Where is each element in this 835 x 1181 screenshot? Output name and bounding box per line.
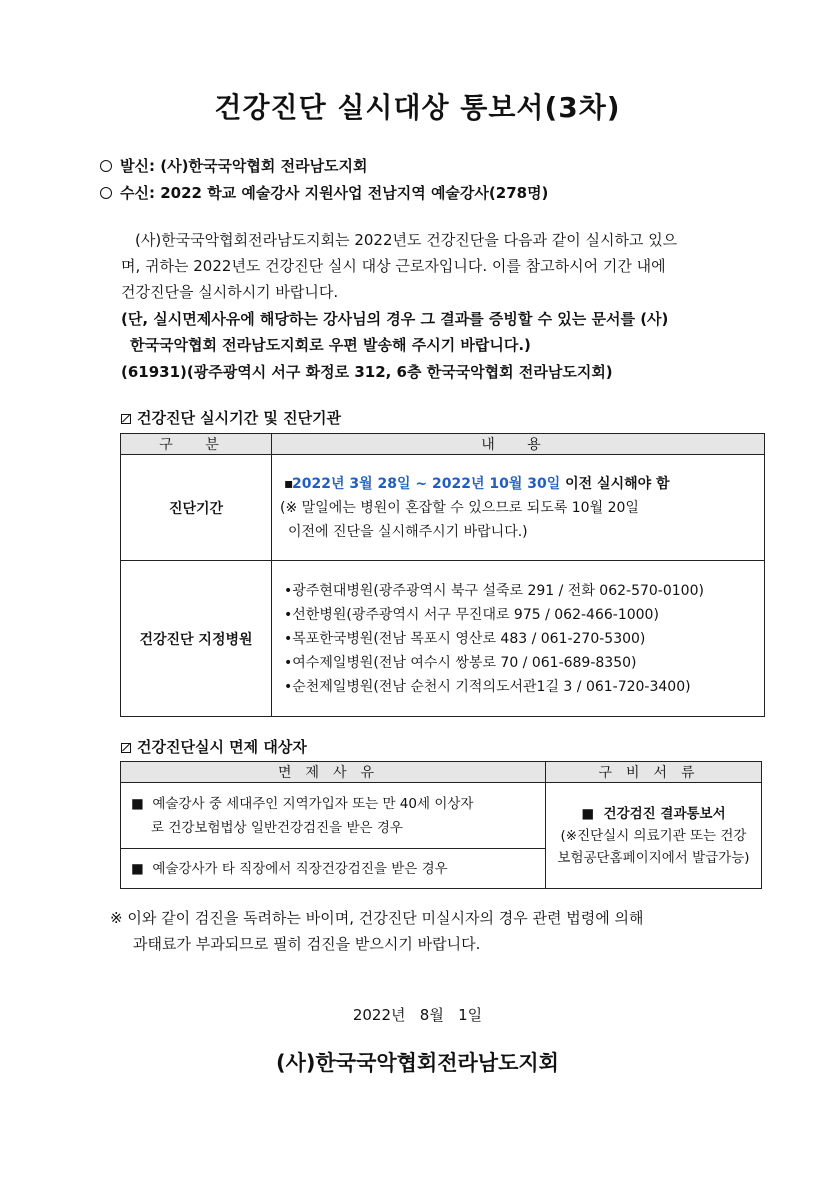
body-note-2: 한국국악협회 전라남도지회로 우편 발송해 주시기 바랍니다.) — [130, 336, 531, 354]
hospital-text: 광주현대병원(광주광역시 북구 설죽로 291 / 전화 062-570-0100) — [292, 582, 704, 599]
reason-2-text: 예술강사가 타 직장에서 직장건강검진을 받은 경우 — [152, 860, 448, 877]
section2-heading-text: 건강진단실시 면제 대상자 — [137, 738, 307, 756]
hospital-item: •여수제일병원(전남 여수시 쌍봉로 70 / 061-689-8350) — [284, 654, 637, 671]
sender-value: (사)한국국악협회 전라남도지회 — [160, 157, 368, 175]
sender-line — [100, 155, 368, 176]
footer-warning-2: 과태료가 부과되므로 필히 검진을 받으시기 바랍니다. — [133, 935, 481, 953]
hospital-text: 선한병원(광주광역시 서구 무진대로 975 / 062-466-1000) — [292, 606, 659, 623]
hospital-text: 여수제일병원(전남 여수시 쌍봉로 70 / 061-689-8350) — [292, 654, 637, 671]
checkbox-icon — [121, 743, 131, 753]
col-docs-header: 구비서류 — [546, 762, 762, 783]
period-table — [120, 433, 765, 717]
section2-heading — [121, 736, 307, 757]
hospital-text: 목포한국병원(전남 목포시 영산로 483 / 061-270-5300) — [292, 630, 646, 647]
section1-heading — [121, 407, 341, 428]
issuing-organization: (사)한국국악협회전라남도지회 — [276, 1051, 559, 1075]
receiver-line — [100, 182, 548, 203]
circle-icon — [100, 187, 112, 199]
body-line-1: (사)한국국악협회전라남도지회는 2022년도 건강진단을 다음과 같이 실시하고 있으 — [135, 231, 678, 249]
page-title: 건강진단 실시대상 통보서(3차) — [214, 91, 621, 124]
square-bullet-icon: ■ — [131, 860, 144, 877]
document-date: 2022년 8월 1일 — [352, 1006, 483, 1024]
checkbox-icon — [121, 414, 131, 424]
col-reason-header: 면제사유 — [121, 762, 546, 783]
body-address: (61931)(광주광역시 서구 화정로 312, 6층 한국국악협회 전라남도지회) — [121, 363, 613, 381]
receiver-value: 2022 학교 예술강사 지원사업 전남지역 예술강사(278명) — [160, 184, 549, 202]
docs-note-1: (※진단실시 의료기관 또는 건강 — [560, 827, 747, 844]
body-line-3: 건강진단을 실시하시기 바랍니다. — [121, 283, 339, 301]
period-note-1: (※ 말일에는 병원이 혼잡할 수 있으므로 되도록 10월 20일 — [280, 499, 639, 516]
period-note-2: 이전에 진단을 실시해주시기 바랍니다.) — [288, 523, 528, 540]
sender-label: 발신: — [120, 157, 155, 175]
body-note-1: (단, 실시면제사유에 해당하는 강사님의 경우 그 결과를 증빙할 수 있는 문서를 (사) — [121, 310, 669, 328]
docs-note-2: 보험공단홈페이지에서 발급가능) — [557, 849, 750, 866]
reason-1 — [121, 783, 546, 849]
square-bullet-icon: ▪ — [284, 475, 294, 492]
reason-1-line-2: 로 건강보험법상 일반건강검진을 받은 경우 — [151, 819, 403, 836]
footer-warning-1: ※ 이와 같이 검진을 독려하는 바이며, 건강진단 미실시자의 경우 관련 법령에 의해 — [110, 909, 644, 927]
receiver-label: 수신: — [120, 184, 155, 202]
hospital-list — [272, 561, 765, 717]
section1-heading-text: 건강진단 실시기간 및 진단기관 — [137, 409, 342, 427]
period-dates: 2022년 3월 28일 ~ 2022년 10월 30일 — [292, 475, 561, 492]
col-content-header: 내 용 — [272, 434, 765, 455]
col-category-header: 구 분 — [121, 434, 272, 455]
square-bullet-icon: ■ — [581, 805, 595, 822]
period-label: 진단기간 — [121, 455, 272, 561]
hospital-item: •광주현대병원(광주광역시 북구 설죽로 291 / 전화 062-570-0100) — [284, 582, 704, 599]
reason-2 — [121, 849, 546, 889]
period-suffix: 이전 실시해야 함 — [560, 475, 670, 492]
docs-title: 건강검진 결과통보서 — [603, 805, 726, 822]
square-bullet-icon: ■ — [131, 795, 144, 812]
hospital-text: 순천제일병원(전남 순천시 기적의도서관1길 3 / 061-720-3400) — [292, 678, 691, 695]
hospital-item: •순천제일병원(전남 순천시 기적의도서관1길 3 / 061-720-3400) — [284, 678, 691, 695]
docs-cell — [546, 783, 762, 889]
circle-icon — [100, 160, 112, 172]
hospital-label: 건강진단 지정병원 — [121, 561, 272, 717]
hospital-item: •선한병원(광주광역시 서구 무진대로 975 / 062-466-1000) — [284, 606, 659, 623]
hospital-item: •목포한국병원(전남 목포시 영산로 483 / 061-270-5300) — [284, 630, 646, 647]
period-content — [272, 455, 765, 561]
reason-1-line-1: 예술강사 중 세대주인 지역가입자 또는 만 40세 이상자 — [152, 795, 474, 812]
body-line-2: 며, 귀하는 2022년도 건강진단 실시 대상 근로자입니다. 이를 참고하시어 기간 내에 — [121, 257, 666, 275]
exemption-table — [120, 761, 762, 889]
